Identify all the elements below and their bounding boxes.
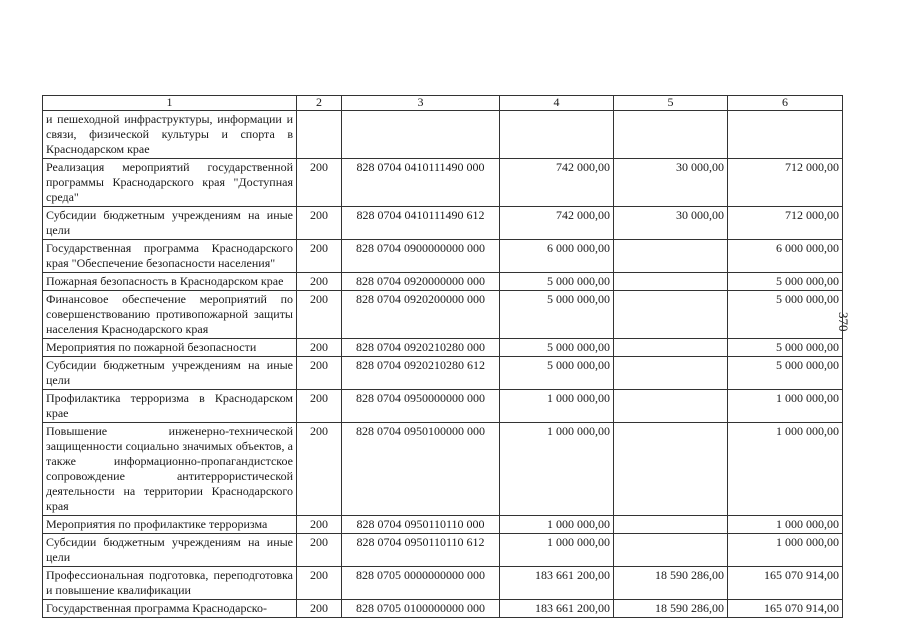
column-6-amount-cell: 1 000 000,00 <box>728 390 843 423</box>
code-cell <box>297 111 342 159</box>
code-cell: 200 <box>297 516 342 534</box>
total-amount-cell: 1 000 000,00 <box>500 423 614 516</box>
column-6-amount-cell <box>728 111 843 159</box>
header-cell: 4 <box>500 96 614 111</box>
total-amount-cell: 183 661 200,00 <box>500 600 614 618</box>
item-name-cell: Реализация мероприятий государственной программы Краснодарского края "Доступная среда" <box>43 159 297 207</box>
table-row <box>43 240 843 273</box>
column-6-amount-cell: 712 000,00 <box>728 207 843 240</box>
column-5-amount-cell <box>614 339 728 357</box>
item-name-cell: Субсидии бюджетным учреждениям на иные цели <box>43 357 297 390</box>
column-5-amount-cell <box>614 423 728 516</box>
table-row <box>43 534 843 567</box>
code-cell: 200 <box>297 357 342 390</box>
column-5-amount-cell <box>614 357 728 390</box>
code-cell: 200 <box>297 240 342 273</box>
table-row <box>43 357 843 390</box>
column-6-amount-cell: 5 000 000,00 <box>728 273 843 291</box>
total-amount-cell: 5 000 000,00 <box>500 291 614 339</box>
item-name-cell: Субсидии бюджетным учреждениям на иные цели <box>43 534 297 567</box>
total-amount-cell <box>500 111 614 159</box>
code-cell: 200 <box>297 567 342 600</box>
item-name-cell: и пешеходной инфраструктуры, информации и связи, физической культуры и спорта в Краснодарском крае <box>43 111 297 159</box>
kbk-cell: 828 0704 0920210280 612 <box>342 357 500 390</box>
column-5-amount-cell: 18 590 286,00 <box>614 567 728 600</box>
kbk-cell: 828 0704 0920000000 000 <box>342 273 500 291</box>
header-cell: 6 <box>728 96 843 111</box>
column-6-amount-cell: 5 000 000,00 <box>728 291 843 339</box>
kbk-cell: 828 0704 0900000000 000 <box>342 240 500 273</box>
column-6-amount-cell: 1 000 000,00 <box>728 423 843 516</box>
header-cell: 5 <box>614 96 728 111</box>
code-cell: 200 <box>297 600 342 618</box>
column-5-amount-cell <box>614 534 728 567</box>
code-cell: 200 <box>297 291 342 339</box>
column-5-amount-cell <box>614 240 728 273</box>
column-5-amount-cell: 30 000,00 <box>614 207 728 240</box>
kbk-cell: 828 0705 0100000000 000 <box>342 600 500 618</box>
code-cell: 200 <box>297 273 342 291</box>
table-row <box>43 600 843 618</box>
header-row <box>43 96 843 111</box>
column-5-amount-cell <box>614 291 728 339</box>
total-amount-cell: 6 000 000,00 <box>500 240 614 273</box>
table-row <box>43 273 843 291</box>
table-body <box>43 111 843 618</box>
code-cell: 200 <box>297 339 342 357</box>
column-6-amount-cell: 5 000 000,00 <box>728 357 843 390</box>
item-name-cell: Государственная программа Краснодарско- <box>43 600 297 618</box>
column-5-amount-cell: 30 000,00 <box>614 159 728 207</box>
code-cell: 200 <box>297 390 342 423</box>
total-amount-cell: 1 000 000,00 <box>500 390 614 423</box>
page-number: 370 <box>836 312 851 332</box>
table-row <box>43 207 843 240</box>
total-amount-cell: 183 661 200,00 <box>500 567 614 600</box>
column-5-amount-cell <box>614 273 728 291</box>
column-6-amount-cell: 712 000,00 <box>728 159 843 207</box>
total-amount-cell: 1 000 000,00 <box>500 516 614 534</box>
item-name-cell: Мероприятия по пожарной безопасности <box>43 339 297 357</box>
item-name-cell: Субсидии бюджетным учреждениям на иные цели <box>43 207 297 240</box>
total-amount-cell: 5 000 000,00 <box>500 339 614 357</box>
code-cell: 200 <box>297 534 342 567</box>
total-amount-cell: 742 000,00 <box>500 207 614 240</box>
total-amount-cell: 5 000 000,00 <box>500 273 614 291</box>
column-5-amount-cell <box>614 516 728 534</box>
kbk-cell: 828 0704 0950100000 000 <box>342 423 500 516</box>
item-name-cell: Финансовое обеспечение мероприятий по совершенствованию противопожарной защиты населения Краснодарского края <box>43 291 297 339</box>
total-amount-cell: 1 000 000,00 <box>500 534 614 567</box>
column-6-amount-cell: 1 000 000,00 <box>728 534 843 567</box>
table-row <box>43 423 843 516</box>
header-cell: 2 <box>297 96 342 111</box>
kbk-cell: 828 0705 0000000000 000 <box>342 567 500 600</box>
table-row <box>43 291 843 339</box>
table-row <box>43 339 843 357</box>
header-cell: 3 <box>342 96 500 111</box>
table-row <box>43 516 843 534</box>
column-6-amount-cell: 1 000 000,00 <box>728 516 843 534</box>
column-5-amount-cell <box>614 390 728 423</box>
column-6-amount-cell: 5 000 000,00 <box>728 339 843 357</box>
item-name-cell: Профилактика терроризма в Краснодарском крае <box>43 390 297 423</box>
kbk-cell: 828 0704 0920200000 000 <box>342 291 500 339</box>
item-name-cell: Профессиональная подготовка, переподготовка и повышение квалификации <box>43 567 297 600</box>
kbk-cell <box>342 111 500 159</box>
column-6-amount-cell: 6 000 000,00 <box>728 240 843 273</box>
total-amount-cell: 742 000,00 <box>500 159 614 207</box>
code-cell: 200 <box>297 159 342 207</box>
header-cell: 1 <box>43 96 297 111</box>
kbk-cell: 828 0704 0410111490 000 <box>342 159 500 207</box>
kbk-cell: 828 0704 0950110110 000 <box>342 516 500 534</box>
kbk-cell: 828 0704 0920210280 000 <box>342 339 500 357</box>
kbk-cell: 828 0704 0950110110 612 <box>342 534 500 567</box>
code-cell: 200 <box>297 207 342 240</box>
item-name-cell: Государственная программа Краснодарского края "Обеспечение безопасности населения" <box>43 240 297 273</box>
budget-table <box>42 95 843 618</box>
column-6-amount-cell: 165 070 914,00 <box>728 600 843 618</box>
table-row <box>43 390 843 423</box>
total-amount-cell: 5 000 000,00 <box>500 357 614 390</box>
table-row <box>43 159 843 207</box>
kbk-cell: 828 0704 0410111490 612 <box>342 207 500 240</box>
table-row <box>43 111 843 159</box>
item-name-cell: Повышение инженерно-технической защищенности социально значимых объектов, а также информационно-пропагандистское сопровождение антитеррористической деятельности на территории Краснодарского края <box>43 423 297 516</box>
column-5-amount-cell: 18 590 286,00 <box>614 600 728 618</box>
kbk-cell: 828 0704 0950000000 000 <box>342 390 500 423</box>
column-5-amount-cell <box>614 111 728 159</box>
item-name-cell: Пожарная безопасность в Краснодарском крае <box>43 273 297 291</box>
item-name-cell: Мероприятия по профилактике терроризма <box>43 516 297 534</box>
code-cell: 200 <box>297 423 342 516</box>
table-row <box>43 567 843 600</box>
column-6-amount-cell: 165 070 914,00 <box>728 567 843 600</box>
